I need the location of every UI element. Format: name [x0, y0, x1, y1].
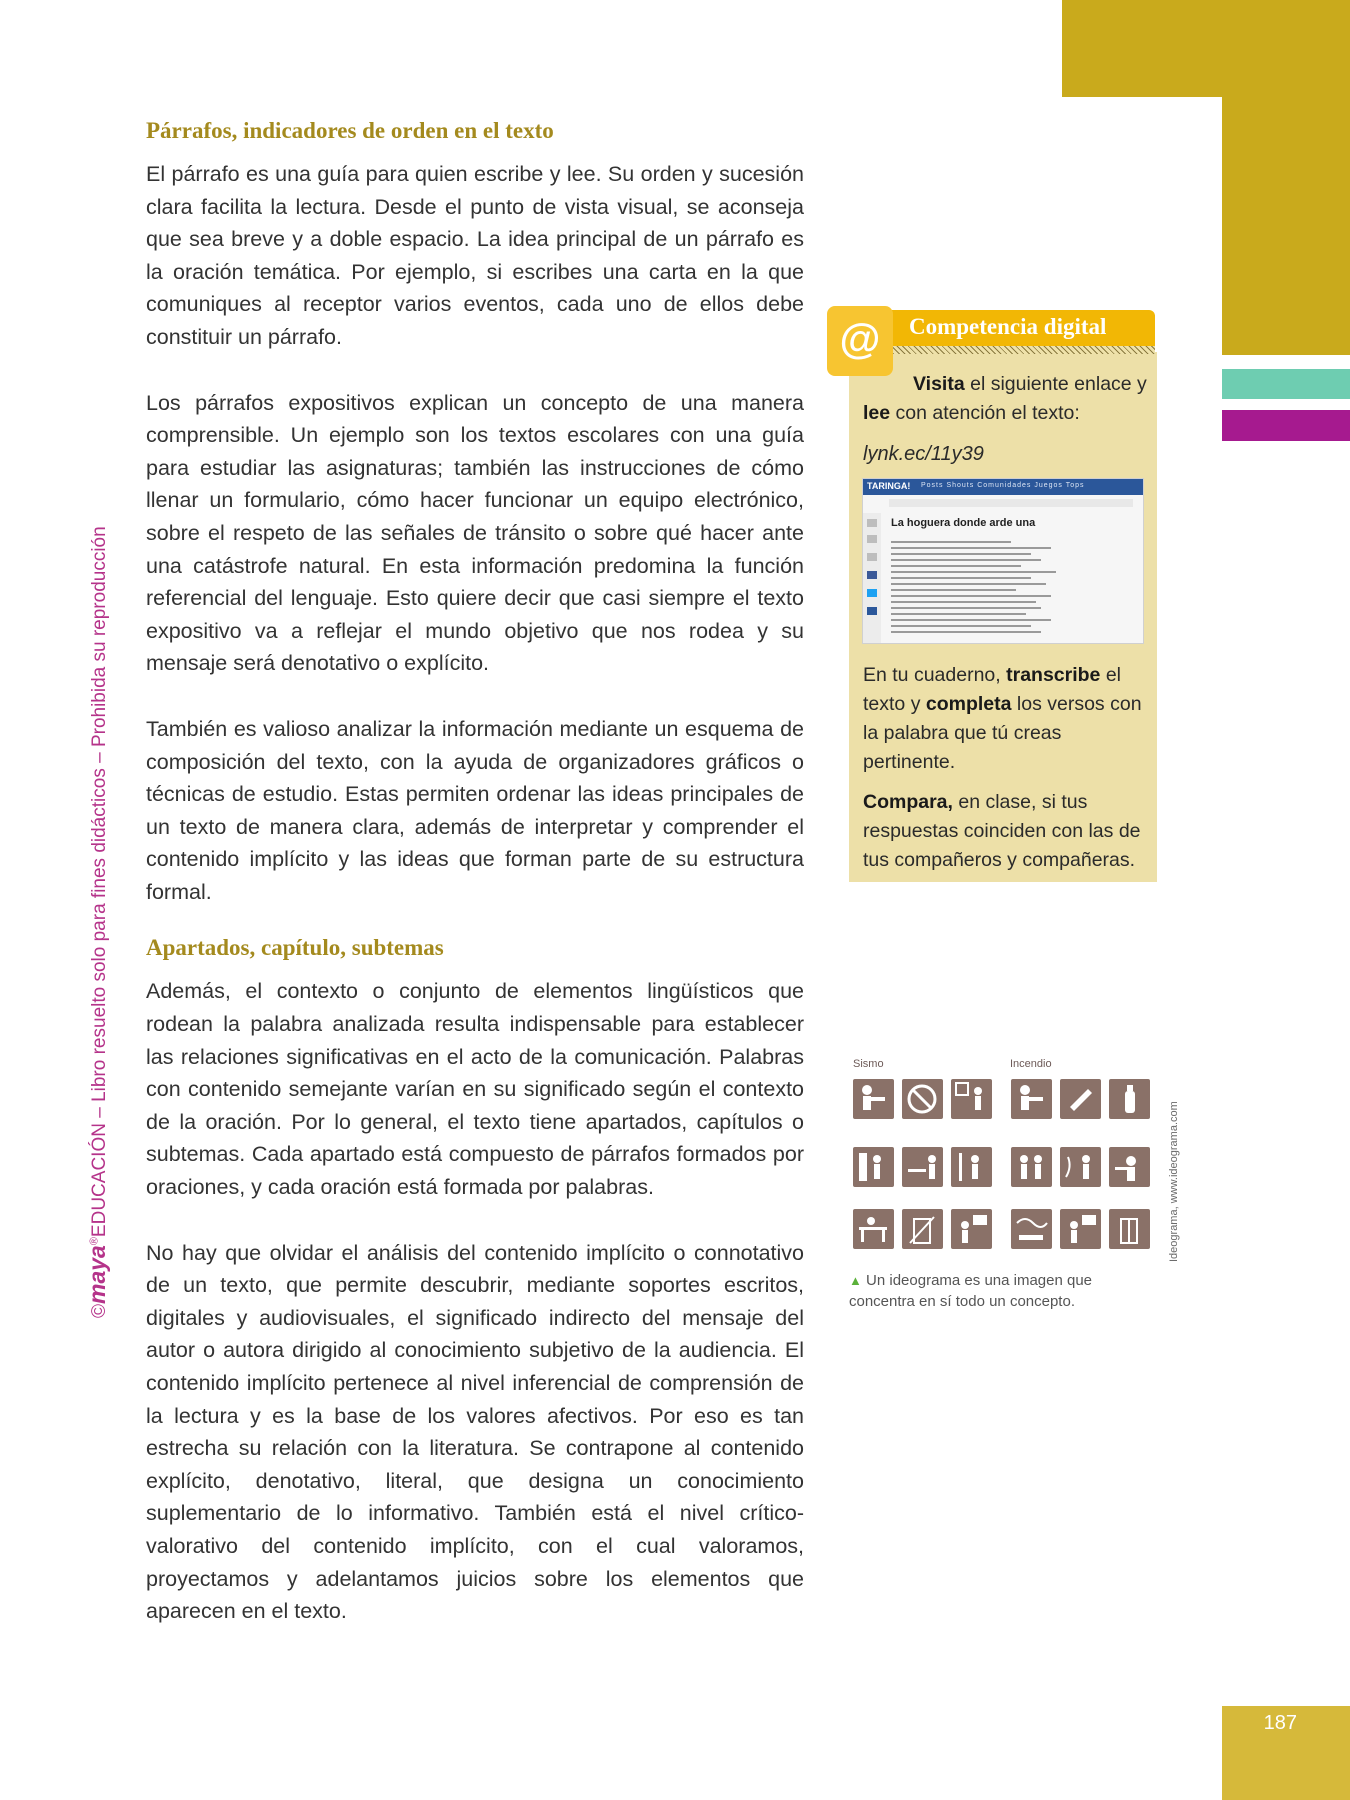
triangle-icon: ▲: [849, 1273, 862, 1288]
paragraph: No hay que olvidar el análisis del contenido implícito o connotativo de un texto, que permite descubrir, mediante soportes escritos, digitales y audiovisuales, el significado indirecto del mensaje del autor o autora dirigido al conocimiento subjetivo de la audiencia. El contenido implícito pertenece al nivel inferencial de comprensión de la lectura y es la base de los valores afectivos. Por eso es tan estrecha su relación con la literatura. Se contrapone al contenido explícito, denotativo, literal, que designa un conocimiento suplementario de lo informativo. También está el nivel crítico-valorativo del contenido implícito, con el cual valoramos, proyectamos y adelantamos juicios sobre los elementos que aparecen en el texto.: [146, 1240, 804, 1624]
alarm-person-icon: [1109, 1147, 1150, 1187]
person-icon: [853, 1079, 894, 1119]
decorative-magenta-strip: [1222, 410, 1350, 441]
exit-icon: [1060, 1209, 1101, 1249]
section-heading: Apartados, capítulo, subtemas: [146, 935, 444, 961]
decorative-teal-strip: [1222, 369, 1350, 399]
table-person-icon: [902, 1147, 943, 1187]
no-elevator-icon: [902, 1079, 943, 1119]
site-menu: Posts Shouts Comunidades Juegos Tops: [921, 482, 1085, 489]
figure-caption: ▲ Un ideograma es una imagen que concentra en sí todo un concepto.: [849, 1272, 1093, 1310]
no-elevator-sign-icon: [1109, 1209, 1150, 1249]
registered-mark: ®: [88, 1237, 101, 1246]
header-hatch: [859, 346, 1155, 354]
section-heading: Párrafos, indicadores de orden en el texto: [146, 118, 554, 143]
main-content: [146, 118, 804, 1628]
brand-logo: maya: [84, 1245, 110, 1304]
label-sismo: Sismo: [853, 1058, 884, 1070]
no-elevator-sign-icon: [902, 1209, 943, 1249]
at-icon: @: [827, 306, 893, 376]
copyright-symbol: ©: [89, 1304, 110, 1318]
decorative-gold-block: [1062, 0, 1350, 97]
compara-instruction: Compara, en clase, si tus respuestas coinciden con las de tus compañeros y compañeras.: [863, 791, 1141, 871]
lee-word: lee: [863, 402, 891, 424]
transcribe-word: transcribe: [1006, 664, 1101, 686]
compara-word: Compara,: [863, 791, 953, 813]
ideogram-grid: [853, 1079, 1163, 1259]
competencia-title: Competencia digital: [909, 314, 1107, 339]
link[interactable]: lynk.ec/11y39: [863, 443, 984, 465]
visit-instruction: Visita el siguiente enlace y lee con atención el texto:: [863, 373, 1147, 424]
crawl-smoke-icon: [1011, 1209, 1052, 1249]
completa-word: completa: [925, 693, 1012, 715]
desk-person-icon: [853, 1209, 894, 1249]
decorative-gold-strip: [1222, 97, 1350, 355]
smoke-person-icon: [1060, 1147, 1101, 1187]
people-icon: [1011, 1147, 1052, 1187]
page-number: 187: [1263, 1712, 1297, 1734]
image-credit: Ideograma, www.ideograma.com: [1168, 1101, 1180, 1262]
paragraph: Además, el contexto o conjunto de elementos lingüísticos que rodean la palabra analizada resulta indispensable para establecer las relaciones significativas en el acto de la comunicación. Palabras con contenido semejante varían en su significado según el contexto de la oración. Por lo general, el texto tiene apartados, capítulos o subtemas. Cada apartado está compuesto de párrafos formados por oraciones, y cada oración está formada por palabras.: [146, 979, 804, 1200]
webpage-screenshot: [862, 478, 1144, 644]
exit-icon: [951, 1209, 992, 1249]
door-person-icon: [951, 1147, 992, 1187]
site-logo: TARINGA!: [867, 481, 911, 491]
paragraph: Los párrafos expositivos explican un concepto de una manera comprensible. Un ejemplo son los textos escolares con una guía para estudiar las asignaturas; también las instrucciones de cómo llenar un formulario, cómo hacer funcionar un equipo electrónico, sobre el respeto de las señales de tránsito o sobre qué hacer ante una catástrofe natural. En esta información predomina la función referencial del lenguaje. Esto quiere decir que casi siempre el texto expositivo va a reflejar el mundo objetivo que nos rodea y su mensaje será denotativo o explícito.: [146, 390, 804, 676]
paragraph: El párrafo es una guía para quien escribe y lee. Su orden y sucesión clara facilita la lectura. Desde el punto de vista visual, se aconseja que sea breve y a doble espacio. La idea principal de un párrafo es la oración temática. Por ejemplo, si escribes una carta en la que comuniques al receptor varios eventos, cada uno de ellos debe constituir un párrafo.: [146, 162, 804, 349]
copyright-notice: [84, 526, 111, 1318]
paragraph: También es valioso analizar la información mediante un esquema de composición del texto, con la ayuda de organizadores gráficos o técnicas de estudio. Estas permiten ordenar las ideas principales de un texto de manera clara, además de interpretar y comprender el contenido implícito y las ideas que forman parte de su estructura formal.: [146, 716, 804, 904]
label-incendio: Incendio: [1010, 1058, 1052, 1070]
visita-word: Visita: [913, 373, 965, 395]
phone-icon: [1060, 1079, 1101, 1119]
window-person-icon: [951, 1079, 992, 1119]
cover-person-icon: [853, 1147, 894, 1187]
fire-extinguisher-icon: [1109, 1079, 1150, 1119]
transcribe-instruction: En tu cuaderno, transcribe el texto y completa los versos con la palabra que tú creas pertinente.: [863, 664, 1142, 773]
screenshot-heading: La hoguera donde arde una: [891, 517, 1036, 529]
person-icon: [1011, 1079, 1052, 1119]
notice-text: – Libro resuelto solo para fines didácticos – Prohibida su reproducción: [89, 526, 110, 1124]
publisher: EDUCACIÓN: [89, 1123, 110, 1238]
